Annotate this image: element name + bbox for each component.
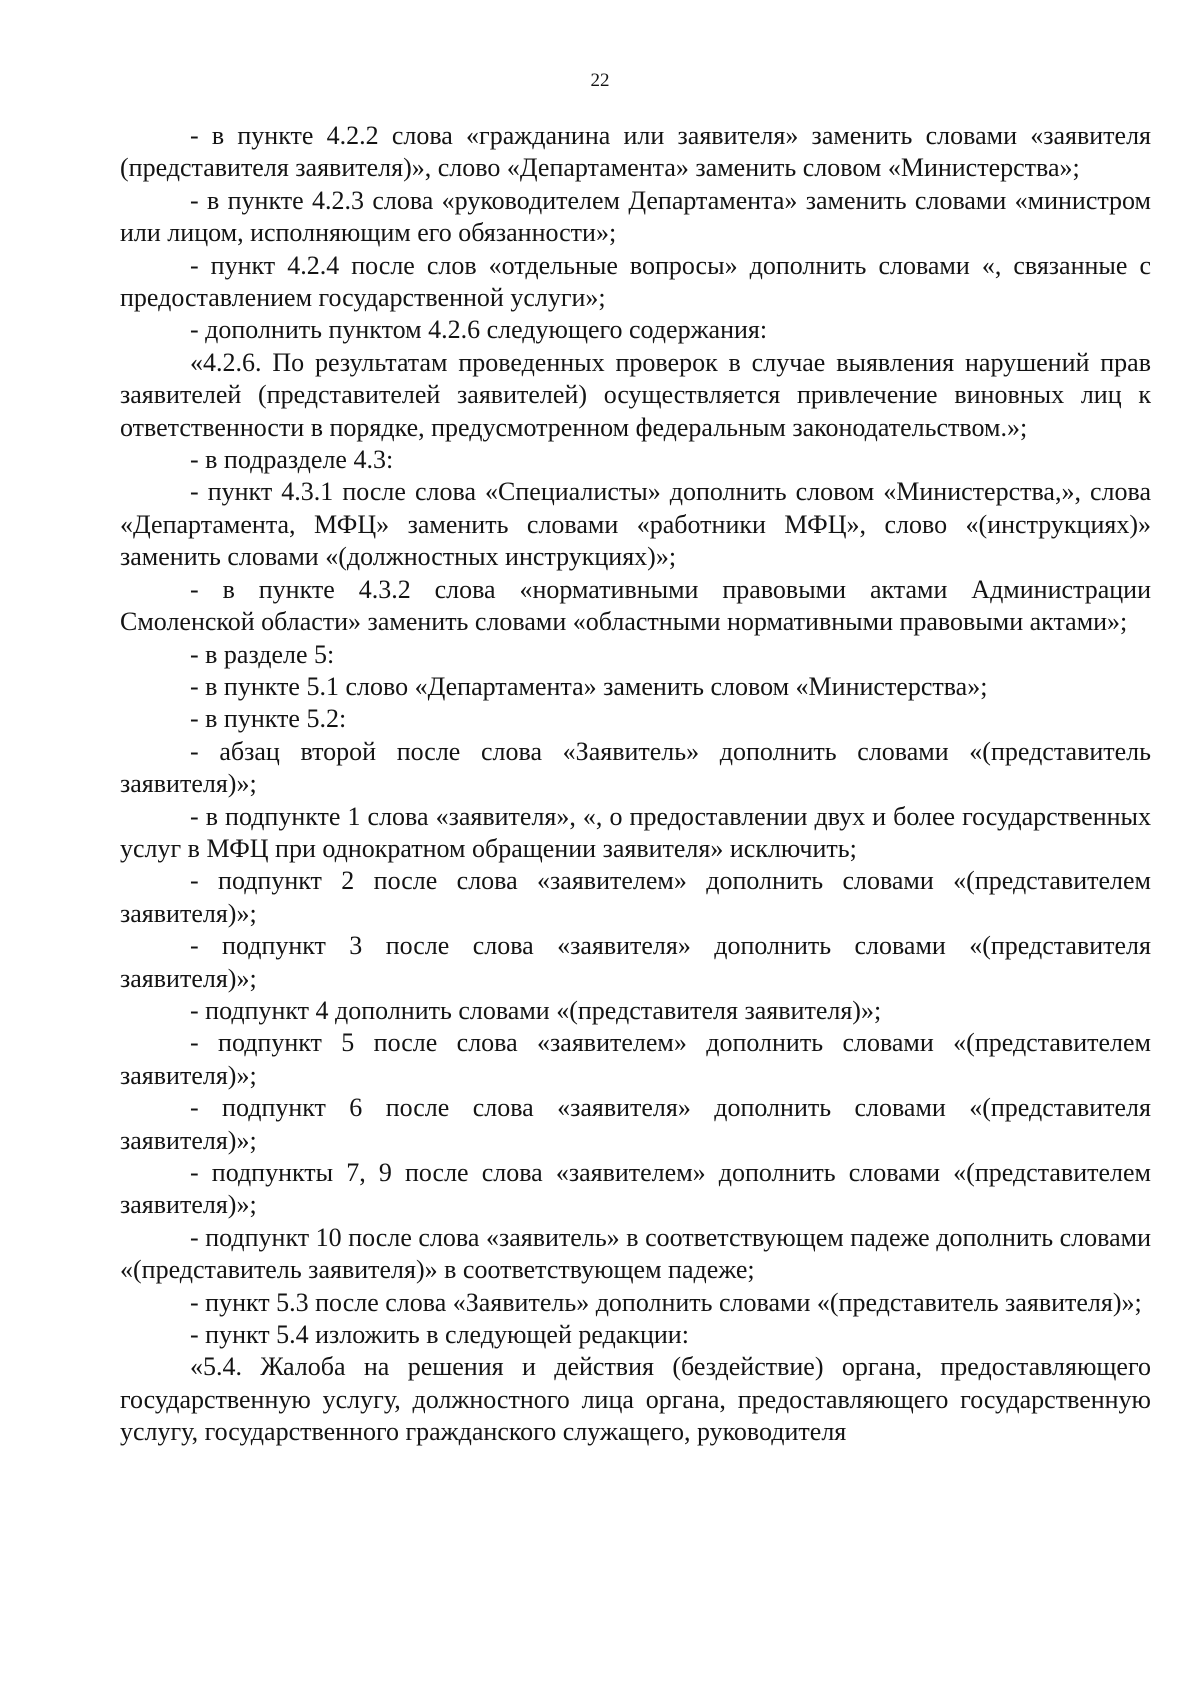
paragraph-5-2: - в пункте 5.2: — [190, 704, 347, 734]
paragraph-5-4: - пункт 5.4 изложить в следующей редакции: — [190, 1320, 689, 1350]
paragraph-4-3-1: - пункт 4.3.1 после слова «Специалисты» дополнить словом «Министерства,», слова «Департамента, МФЦ» заменить словами «работники МФЦ», слово «(инструкциях)» заменить словами «(должностных инструкциях)»; — [120, 477, 1151, 572]
paragraph-4-2-3: - в пункте 4.2.3 слова «руководителем Департамента» заменить словами «министром или лицом, исполняющим его обязанности»; — [120, 185, 1151, 248]
paragraph-4-2-4: - пункт 4.2.4 после слов «отдельные вопросы» дополнить словами «, связанные с предоставлением государственной услуги»; — [120, 250, 1151, 313]
paragraph-5-4-text: «5.4. Жалоба на решения и действия (бездействие) органа, предоставляющего государственную услугу, должностного лица органа, предоставляющего государственную услугу, государственного гражданского служащего, руководителя — [120, 1352, 1151, 1447]
paragraph-subitem-2: - подпункт 2 после слова «заявителем» дополнить словами «(представителем заявителя)»; — [120, 866, 1151, 928]
paragraph-subitems-7-9: - подпункты 7, 9 после слова «заявителем» дополнить словами «(представителем заявителя)»; — [120, 1158, 1151, 1220]
paragraph-subitem-5: - подпункт 5 после слова «заявителем» дополнить словами «(представителем заявителя)»; — [120, 1028, 1151, 1090]
paragraph-subitem-3: - подпункт 3 после слова «заявителя» дополнить словами «(представителя заявителя)»; — [120, 931, 1151, 993]
paragraph-subitem-4: - подпункт 4 дополнить словами «(представителя заявителя)»; — [190, 995, 882, 1025]
paragraph-4-3-2: - в пункте 4.3.2 слова «нормативными правовыми актами Администрации Смоленской области» заменить словами «областными нормативными правовыми актами»; — [120, 574, 1151, 637]
paragraph-4-2-2: - в пункте 4.2.2 слова «гражданина или заявителя» заменить словами «заявителя (представителя заявителя)», слово «Департамента» заменить словом «Министерства»; — [120, 121, 1151, 183]
document-body — [120, 120, 1151, 1449]
paragraph-subitem-10: - подпункт 10 после слова «заявитель» в соответствующем падеже дополнить словами «(представитель заявителя)» в соответствующем падеже; — [120, 1222, 1151, 1285]
paragraph-subitem-6: - подпункт 6 после слова «заявителя» дополнить словами «(представителя заявителя)»; — [120, 1093, 1151, 1155]
paragraph-section-5: - в разделе 5: — [190, 639, 335, 669]
paragraph-5-3: - пункт 5.3 после слова «Заявитель» дополнить словами «(представитель заявителя)»; — [190, 1287, 1142, 1317]
page-number: 22 — [590, 70, 610, 91]
paragraph-subsection-4-3: - в подразделе 4.3: — [190, 445, 394, 475]
paragraph-add-4-2-6: - дополнить пунктом 4.2.6 следующего содержания: — [190, 315, 768, 345]
paragraph-5-2-abzac-2: - абзац второй после слова «Заявитель» дополнить словами «(представитель заявителя)»; — [120, 736, 1151, 799]
paragraph-4-2-6-text: «4.2.6. По результатам проведенных проверок в случае выявления нарушений прав заявителей (представителей заявителей) осуществляется привлечение виновных лиц к ответственности в порядке, предусмотренном федеральным законодательством.»; — [120, 347, 1151, 442]
paragraph-5-1: - в пункте 5.1 слово «Департамента» заменить словом «Министерства»; — [190, 671, 988, 701]
paragraph-subitem-1: - в подпункте 1 слова «заявителя», «, о предоставлении двух и более государственных услуг в МФЦ при однократном обращении заявителя» исключить; — [120, 801, 1151, 863]
